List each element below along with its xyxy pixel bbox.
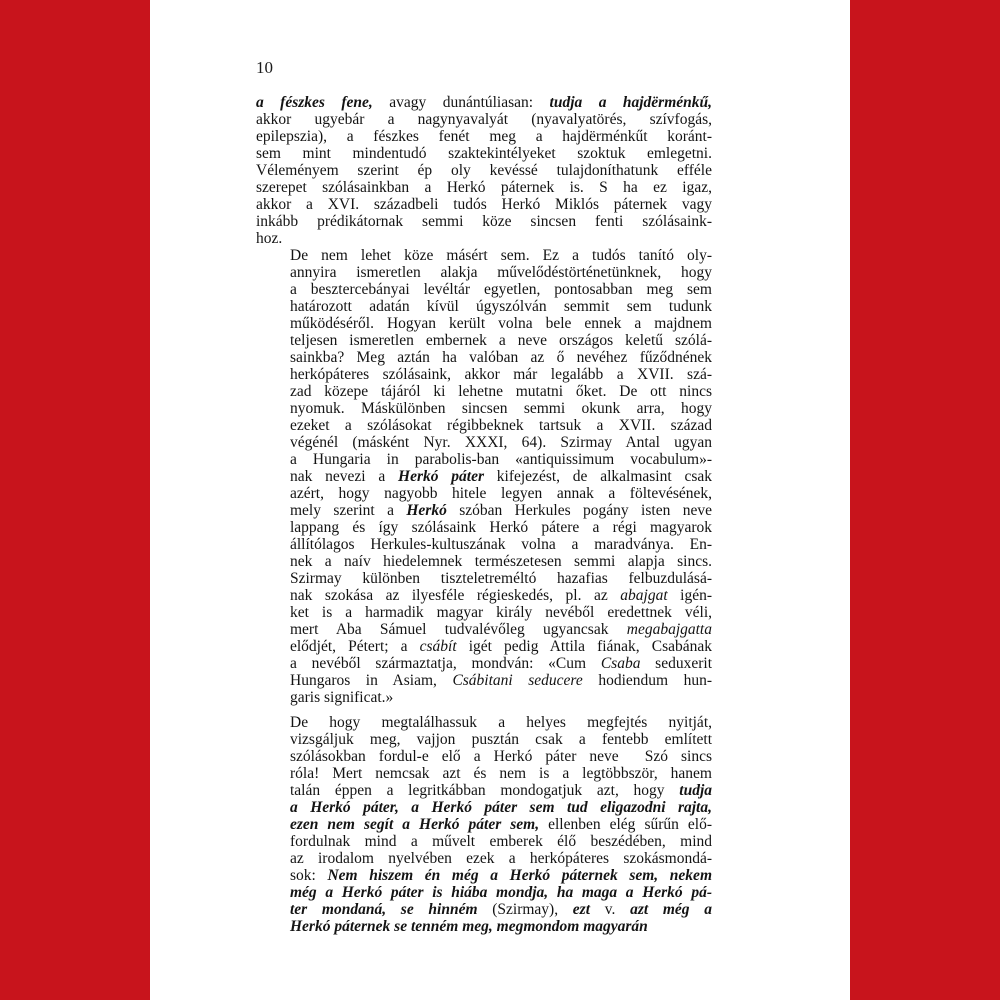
- italic-phrase: a Herkó páter, a Herkó páter sem tud eligazodni rajta,: [290, 799, 712, 816]
- text-segment: teljesen ismeretlen embernek a neve országos keletű szólá-: [290, 332, 712, 349]
- text-segment: hodiendum hun-: [582, 672, 713, 689]
- text-segment: seduxerit: [640, 655, 713, 672]
- text-segment: a besztercebányai levéltár egyetlen, pontosabban meg sem: [290, 281, 712, 298]
- text-segment: állítólagos Herkules-kultuszának volna a maradványa. En-: [290, 536, 712, 553]
- text-line: [256, 94, 712, 111]
- paragraph: [256, 714, 712, 935]
- text-line: [256, 748, 712, 765]
- italic-phrase: csábít: [419, 638, 457, 655]
- italic-phrase: megabajgatta: [626, 621, 712, 638]
- text-segment: sok:: [290, 867, 328, 884]
- text-line: [256, 850, 712, 867]
- text-line: [256, 833, 712, 850]
- italic-phrase: azt még a: [630, 901, 713, 918]
- book-page: [150, 0, 850, 1000]
- text-line: [256, 655, 712, 672]
- text-segment: szóban Herkules pogány isten neve: [446, 502, 712, 519]
- text-line: [256, 264, 712, 281]
- text-line: [256, 315, 712, 332]
- italic-phrase: Csábitani seducere: [452, 672, 583, 689]
- text-segment: azért, hogy nagyobb hitele legyen annak a föltevésének,: [290, 485, 712, 502]
- text-line: [256, 400, 712, 417]
- text-segment: Véleményem szerint ép oly kevéssé tulajdoníthatunk efféle: [256, 162, 712, 179]
- text-line: [256, 383, 712, 400]
- text-segment: lappang és így szólásaink Herkó pátere a régi magyarok: [290, 519, 712, 536]
- text-segment: vizsgáljuk meg, vajjon pusztán csak a fentebb említett: [290, 731, 712, 748]
- italic-phrase: Csaba: [600, 655, 641, 672]
- text-segment: zad közepe tájáról ki lehetne mutatni őket. De ott nincs: [290, 383, 712, 400]
- text-segment: ket is a harmadik magyar király nevéből eredettnek véli,: [290, 604, 712, 621]
- text-line: [256, 128, 712, 145]
- text-line: [256, 451, 712, 468]
- italic-phrase: tudja: [679, 782, 712, 799]
- text-line: [256, 672, 712, 689]
- text-segment: nyomuk. Máskülönben sincsen semmi okunk arra, hogy: [290, 400, 712, 417]
- italic-phrase: ter mondaná, se hinném: [290, 901, 478, 918]
- text-line: [256, 799, 712, 816]
- text-line: [256, 689, 712, 706]
- page-number: 10: [256, 58, 273, 77]
- text-segment: mely szerint a: [290, 502, 407, 519]
- text-line: [256, 247, 712, 264]
- text-segment: epilepszia), a fészkes fenét meg a hajdërménkűt koránt-: [256, 128, 712, 145]
- text-line: [256, 145, 712, 162]
- text-segment: hoz.: [256, 230, 283, 247]
- text-segment: szerepet szólásainkban a Herkó páternek is. S ha ez igaz,: [256, 179, 712, 196]
- text-segment: sem mint mindentudó szaktekintélyeket szoktuk emlegetni.: [256, 145, 712, 162]
- text-line: [256, 111, 712, 128]
- italic-phrase: ezen nem segít a Herkó páter sem,: [290, 816, 540, 833]
- text-line: [256, 417, 712, 434]
- text-segment: ezeket a szólásokat régibbeknek tartsuk a XVII. század: [290, 417, 712, 434]
- italic-phrase: Herkó páternek se tenném meg, megmondom magyarán: [290, 918, 648, 935]
- text-segment: az irodalom nyelvében ezek a herkópáteres szokásmondá-: [290, 850, 712, 867]
- text-segment: (Szirmay),: [477, 901, 573, 918]
- text-segment: a nevéből származtatja, mondván: «Cum: [290, 655, 601, 672]
- text-line: [256, 765, 712, 782]
- italic-phrase: még a Herkó páter is hiába mondja, ha maga a Herkó pá-: [290, 884, 712, 901]
- text-line: [256, 536, 712, 553]
- text-segment: elődjét, Pétert; a: [290, 638, 420, 655]
- italic-phrase: a fészkes fene,: [256, 94, 373, 111]
- text-segment: v.: [590, 901, 631, 918]
- text-line: [256, 213, 712, 230]
- text-line: [256, 901, 712, 918]
- text-segment: De hogy megtalálhassuk a helyes megfejtés nyitját,: [290, 714, 712, 731]
- text-segment: nak szokása az ilyesféle régieskedés, pl. az: [290, 587, 621, 604]
- text-segment: nak nevezi a: [290, 468, 399, 485]
- body-text: [256, 94, 712, 935]
- text-line: [256, 366, 712, 383]
- text-line: [256, 519, 712, 536]
- text-segment: róla! Mert nemcsak azt és nem is a legtöbbször, hanem: [290, 765, 712, 782]
- paragraph: [256, 94, 712, 247]
- text-line: [256, 731, 712, 748]
- text-segment: ellenben elég sűrűn elő-: [539, 816, 712, 833]
- text-line: [256, 434, 712, 451]
- text-segment: herkópáteres szólásaink, akkor már legalább a XVII. szá-: [290, 366, 712, 383]
- text-line: [256, 281, 712, 298]
- text-line: [256, 638, 712, 655]
- italic-phrase: Herkó: [406, 502, 447, 519]
- text-line: [256, 196, 712, 213]
- text-line: [256, 867, 712, 884]
- text-segment: avagy dunántúliasan:: [372, 94, 550, 111]
- text-segment: garis significat.»: [290, 689, 394, 706]
- paragraph: [256, 247, 712, 706]
- text-segment: fordulnak mind a művelt emberek élő beszédében, mind: [290, 833, 712, 850]
- text-line: [256, 298, 712, 315]
- text-line: [256, 587, 712, 604]
- text-segment: annyira ismeretlen alakja művelődéstörténetünknek, hogy: [290, 264, 712, 281]
- text-line: [256, 349, 712, 366]
- text-segment: mert Aba Sámuel tudvalévőleg ugyancsak: [290, 621, 627, 638]
- text-segment: inkább prédikátornak semmi köze sincsen fenti szólásaink-: [256, 213, 712, 230]
- text-line: [256, 485, 712, 502]
- text-segment: Szirmay különben tiszteletreméltó hazafias felbuzdulásá-: [290, 570, 712, 587]
- text-segment: végénél (másként Nyr. XXXI, 64). Szirmay Antal ugyan: [290, 434, 712, 451]
- text-line: [256, 714, 712, 731]
- text-segment: működéséről. Hogyan került volna bele ennek a majdnem: [290, 315, 712, 332]
- text-line: [256, 502, 712, 519]
- text-line: [256, 162, 712, 179]
- text-segment: talán éppen a legritkábban mondogatjuk azt, hogy: [290, 782, 680, 799]
- text-line: [256, 816, 712, 833]
- text-line: [256, 570, 712, 587]
- italic-phrase: abajgat: [620, 587, 668, 604]
- text-line: [256, 782, 712, 799]
- text-line: [256, 179, 712, 196]
- text-segment: szólásokban fordul-e elő a Herkó páter neve Szó sincs: [290, 748, 712, 765]
- text-segment: igén-: [667, 587, 712, 604]
- text-segment: határozott adatán kívül úgyszólván semmit sem tudunk: [290, 298, 712, 315]
- text-segment: nek a naív hiedelemnek természetesen semmi alapja sincs.: [290, 553, 712, 570]
- text-segment: Hungaros in Asiam,: [290, 672, 453, 689]
- text-segment: sainkba? Meg aztán ha valóban az ő nevéhez fűződnének: [290, 349, 712, 366]
- text-segment: igét pedig Attila fiának, Csabának: [456, 638, 713, 655]
- text-segment: kifejezést, de alkalmasint csak: [484, 468, 712, 485]
- italic-phrase: Nem hiszem én még a Herkó páternek sem, nekem: [327, 867, 712, 884]
- text-line: [256, 553, 712, 570]
- text-line: [256, 604, 712, 621]
- text-line: [256, 918, 712, 935]
- italic-phrase: tudja a hajdërménkű,: [549, 94, 713, 111]
- text-line: [256, 884, 712, 901]
- text-line: [256, 230, 712, 247]
- text-line: [256, 332, 712, 349]
- text-line: [256, 468, 712, 485]
- italic-phrase: ezt: [572, 901, 591, 918]
- text-segment: akkor a XVI. századbeli tudós Herkó Miklós páternek vagy: [256, 196, 712, 213]
- text-segment: a Hungaria in parabolis-ban «antiquissimum vocabulum»-: [290, 451, 712, 468]
- text-segment: De nem lehet köze másért sem. Ez a tudós tanító oly-: [290, 247, 712, 264]
- italic-phrase: Herkó páter: [398, 468, 484, 485]
- text-segment: akkor ugyebár a nagynyavalyát (nyavalyatörés, szívfogás,: [256, 111, 712, 128]
- text-line: [256, 621, 712, 638]
